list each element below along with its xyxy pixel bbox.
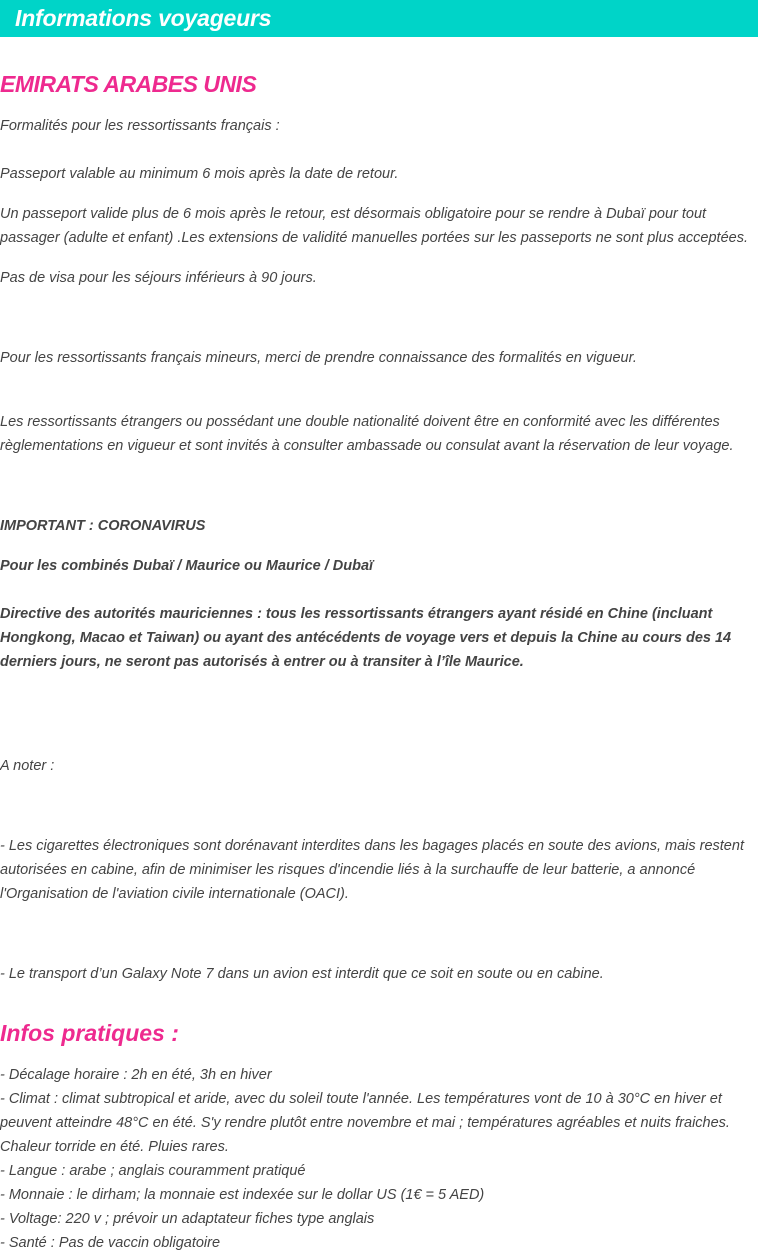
list-item-time-difference: - Décalage horaire : 2h en été, 3h en hiver [0,1067,272,1083]
mauritius-directive: Directive des autorités mauriciennes : tous les ressortissants étrangers ayant résidé en Chine (incluant Hongkong, Macao et Taiwan) ou ayant des antécédents de voyage vers et depuis la Chine au cours des 14 derniers jours, ne seront pas autorisés à entrer ou à transiter à l’île Maurice. [0,606,732,670]
passport-detail: Un passeport valide plus de 6 mois après le retour, est désormais obligatoire pour se rendre à Dubaï pour tout passager (adulte et enfant) .Les extensions de validité manuelles portées sur les passeports ne sont plus acceptées. [0,206,748,246]
minors-info: Pour les ressortissants français mineurs, merci de prendre connaissance des formalités en vigueur. [0,350,637,366]
list-item-health: - Santé : Pas de vaccin obligatoire [0,1235,221,1251]
infos-pratiques-list [0,1063,758,1255]
list-item-climate: - Climat : climat subtropical et aride, avec du soleil toute l'année. Les températures vont de 10 à 30°C en hiver et peuvent atteindre 48°C en été. S'y rendre plutôt entre novembre et mai ; températures agréables et nuits fraiches. Chaleur torride en été. Pluies rares. [0,1091,730,1155]
combos-info: Pour les combinés Dubaï / Maurice ou Maurice / Dubaï [0,558,374,574]
infos-pratiques-heading: Infos pratiques : [0,1020,179,1046]
list-item-currency: - Monnaie : le dirham; la monnaie est indexée sur le dollar US (1€ = 5 AED) [0,1187,485,1203]
header-bar [0,0,758,37]
coronavirus-heading: IMPORTANT : CORONAVIRUS [0,518,206,534]
page-title: Informations voyageurs [15,5,272,31]
cigarettes-note: - Les cigarettes électroniques sont dorénavant interdites dans les bagages placés en soute des avions, mais restent autorisées en cabine, afin de minimiser les risques d'incendie liés à la surchauffe de leur batterie, a annoncé l'Organisation de l'aviation civile internationale (OACI). [0,838,744,902]
country-heading: EMIRATS ARABES UNIS [0,71,257,97]
list-item-voltage: - Voltage: 220 v ; prévoir un adaptateur fiches type anglais [0,1211,375,1227]
passport-validity: Passeport valable au minimum 6 mois après la date de retour. [0,166,399,182]
list-item-language: - Langue : arabe ; anglais couramment pratiqué [0,1163,306,1179]
formalities-intro: Formalités pour les ressortissants français : [0,118,280,134]
visa-info: Pas de visa pour les séjours inférieurs à 90 jours. [0,270,317,286]
galaxy-note: - Le transport d’un Galaxy Note 7 dans un avion est interdit que ce soit en soute ou en cabine. [0,966,604,982]
notes-heading: A noter : [0,758,55,774]
foreigners-info: Les ressortissants étrangers ou possédant une double nationalité doivent être en conformité avec les différentes règlementations en vigueur et sont invités à consulter ambassade ou consulat avant la réservation de leur voyage. [0,414,734,454]
